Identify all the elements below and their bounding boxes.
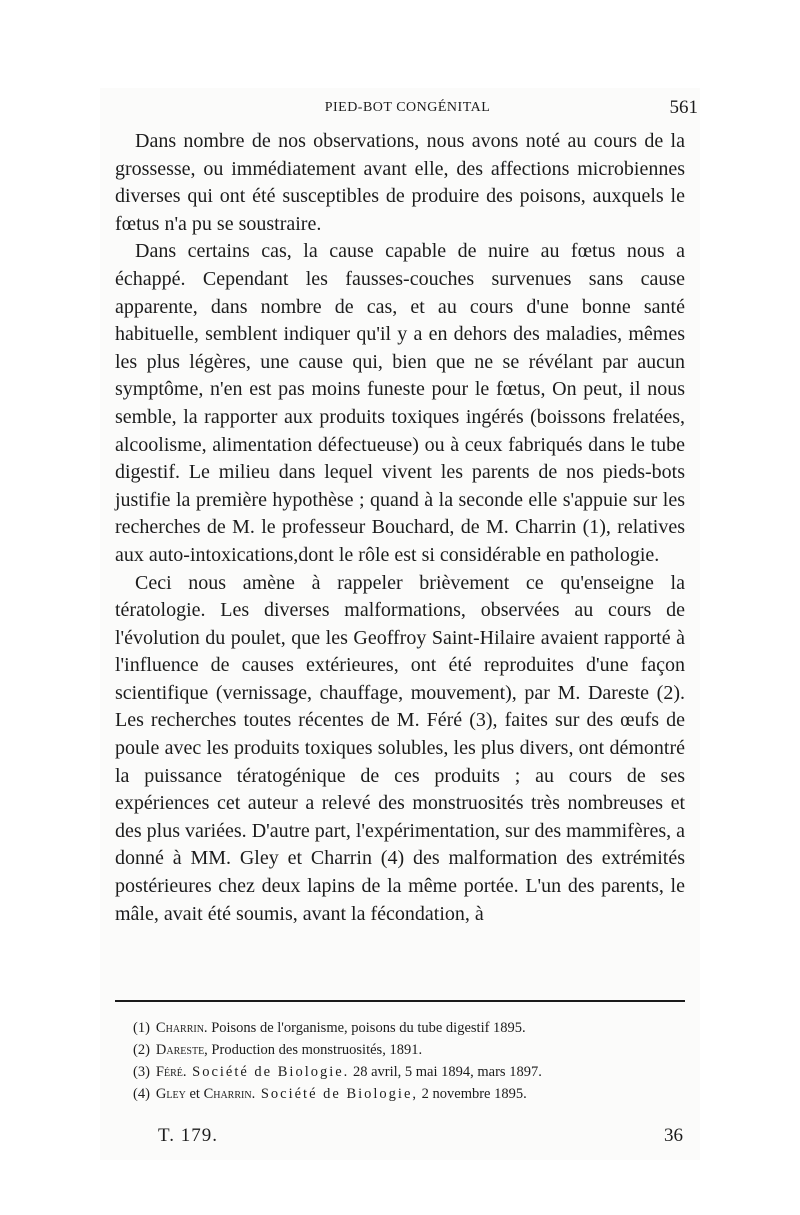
paragraph: Ceci nous amène à rappeler brièvement ce qu'enseigne la tératologie. Les diverses malformations, observées au cours de l'évolution du poulet, que les Geoffroy Saint-Hilaire avaient rapporté à l'influence de causes extérieures, ont été reproduites d'une façon scientifique (vernissage, chauffage, mouvement), par M. Dareste (2). Les recherches toutes récentes de M. Féré (3), faites sur des œufs de poule avec les produits toxiques solubles, les plus divers, ont démontré la puissance tératogénique de ces produits ; au cours de ses expériences cet auteur a relevé des monstruosités très nombreuses et des plus variées. D'autre part, l'expérimentation, sur des mammifères, a donné à MM. Gley et Charrin (4) des malformation des extrémités postérieures chez deux lapins de la même portée. L'un des parents, le mâle, avait été soumis, avant la fécondation, à: [115, 571, 685, 925]
footnote-number: (4): [133, 1086, 150, 1102]
footnote-conjunction: et: [185, 1086, 204, 1102]
body-text: [115, 128, 685, 928]
footnote-number: (2): [133, 1042, 150, 1058]
footnote-author: Féré.: [155, 1064, 187, 1080]
footnotes: [133, 1017, 685, 1105]
paragraph: Dans certains cas, la cause capable de nuire au fœtus nous a échappé. Cependant les fausses-couches survenues sans cause apparente, dans nombre de cas, et au cours d'une bonne santé habituelle, semblent indiquer qu'il y a en dehors des maladies, mêmes les plus légères, une cause qui, bien que ne se révélant par aucun symptôme, n'en est pas moins funeste pour le fœtus, On peut, il nous semble, la rapporter aux produits toxiques ingérés (boissons frelatées, alcoolisme, alimentation défectueuse) ou à ceux fabriqués dans le tube digestif. Le milieu dans lequel vivent les parents de nos pieds-bots justifie la première hypothèse ; quand à la seconde elle s'appuie sur les recherches de M. le professeur Bouchard, de M. Charrin (1), relatives aux auto-intoxications,dont le rôle est si considérable en pathologie.: [115, 240, 685, 566]
running-head: [115, 97, 700, 124]
footnote-author: Dareste,: [155, 1042, 208, 1058]
footnote-number: (1): [133, 1020, 150, 1036]
footnote-author: Charrin.: [203, 1086, 256, 1102]
footnote-author: Charrin.: [155, 1020, 208, 1036]
footnote-author: Gley: [155, 1086, 186, 1102]
footnote-text: 2 novembre 1895.: [418, 1086, 527, 1102]
footnote-number: (3): [133, 1064, 150, 1080]
running-title: PIED-BOT CONGÉNITAL: [324, 100, 491, 115]
footnote-text: Poisons de l'organisme, poisons du tube digestif 1895.: [207, 1020, 526, 1036]
footnote: [133, 1017, 685, 1039]
page-number: 561: [669, 97, 698, 118]
footnote-journal: Société de Biologie.: [186, 1064, 350, 1080]
footnote: [133, 1039, 685, 1061]
signature-mark: T. 179.: [158, 1125, 218, 1146]
footnote-text: Production des monstruosités, 1891.: [207, 1042, 423, 1058]
footnote-rule: [115, 1000, 685, 1002]
paragraph: Dans nombre de nos observations, nous avons noté au cours de la grossesse, ou immédiatement avant elle, des affections microbiennes diverses qui ont été susceptibles de produire des poisons, auxquels le fœtus n'a pu se soustraire.: [115, 130, 685, 235]
footnote: [133, 1061, 685, 1083]
footnote-journal: Société de Biologie,: [255, 1086, 419, 1102]
footnote: [133, 1083, 685, 1105]
signature-number: 36: [664, 1125, 683, 1146]
footnote-text: 28 avril, 5 mai 1894, mars 1897.: [349, 1064, 542, 1080]
